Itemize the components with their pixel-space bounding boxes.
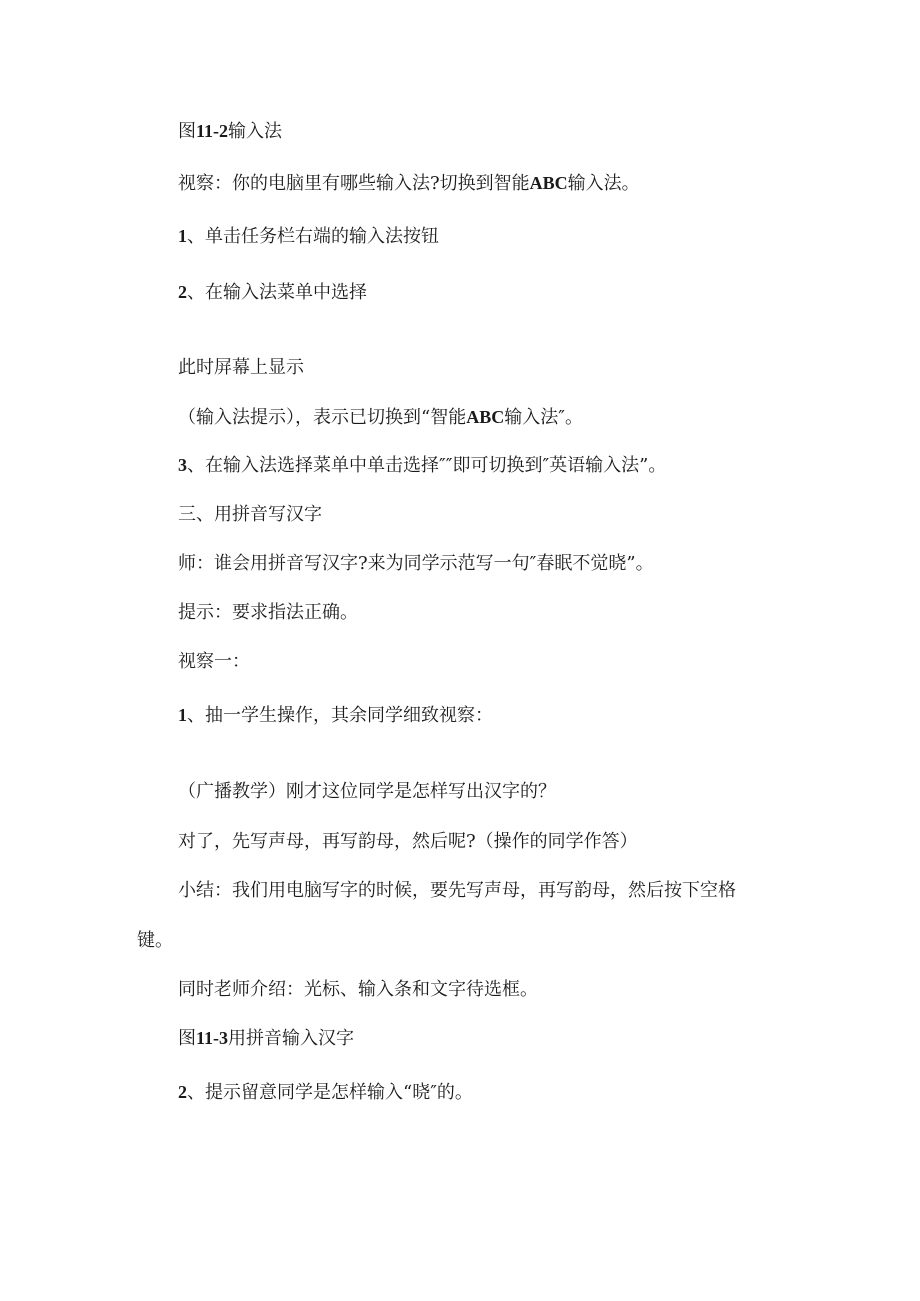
caption-number: 11-2 xyxy=(196,121,229,141)
paragraph-text: 、抽一学生操作，其余同学细致视察： xyxy=(187,705,493,726)
section-heading-pinyin xyxy=(178,502,322,527)
section-heading-text: 三、用拼音写汉字 xyxy=(178,504,322,525)
paragraph-summary-continued xyxy=(137,928,173,953)
caption-text: 用拼音输入汉字 xyxy=(228,1028,355,1049)
paragraph-text: 师：谁会用拼音写汉字?来为同学示范写一句″春眠不觉晓”。 xyxy=(178,553,654,574)
caption-prefix: 图 xyxy=(178,1028,196,1049)
paragraph-text: 此时屏幕上显示 xyxy=(178,357,304,378)
step-number: 3 xyxy=(178,455,187,475)
step-1-student-operate xyxy=(178,703,493,728)
caption-prefix: 图 xyxy=(178,121,196,142)
step-number: 1 xyxy=(178,705,187,725)
paragraph-text: 、在输入法选择菜单中单击选择″″即可切换到″英语输入法”。 xyxy=(187,455,667,476)
paragraph-hint-fingering xyxy=(178,600,358,625)
step-2-select-menu xyxy=(178,280,367,305)
paragraph-text: （输入法提示），表示已切换到“智能 xyxy=(178,407,467,428)
paragraph-broadcast-teaching xyxy=(178,779,556,804)
paragraph-observe-input-methods xyxy=(178,171,640,196)
paragraph-observe-one xyxy=(178,649,250,674)
paragraph-text: 视察：你的电脑里有哪些输入法?切换到智能 xyxy=(178,173,530,194)
paragraph-initials-finals xyxy=(178,829,638,854)
step-number: 1 xyxy=(178,226,187,246)
step-number: 2 xyxy=(178,282,187,302)
paragraph-teacher-question xyxy=(178,551,654,576)
step-3-switch-english xyxy=(178,453,666,478)
paragraph-bold: ABC xyxy=(466,407,505,427)
caption-text: 输入法 xyxy=(228,121,283,142)
paragraph-text: 小结：我们用电脑写字的时候，要先写声母，再写韵母，然后按下空格 xyxy=(178,880,736,901)
paragraph-text: 同时老师介绍：光标、输入条和文字待选框。 xyxy=(178,979,538,1000)
step-1-click-taskbar xyxy=(178,224,439,249)
paragraph-summary xyxy=(178,878,736,903)
paragraph-text: 输入法″。 xyxy=(504,407,583,428)
paragraph-text: 、单击任务栏右端的输入法按钮 xyxy=(187,226,439,247)
paragraph-text: 对了，先写声母，再写韵母，然后呢?（操作的同学作答） xyxy=(178,831,638,852)
paragraph-text: 键。 xyxy=(137,930,173,951)
paragraph-text: 、在输入法菜单中选择 xyxy=(187,282,367,303)
paragraph-text: 、提示留意同学是怎样输入“晓″的。 xyxy=(187,1082,473,1103)
figure-caption-11-2 xyxy=(178,119,282,144)
step-number: 2 xyxy=(178,1082,187,1102)
paragraph-bold: ABC xyxy=(529,173,568,193)
paragraph-text: （广播教学）刚才这位同学是怎样写出汉字的？ xyxy=(178,781,556,802)
paragraph-teacher-intro xyxy=(178,977,538,1002)
paragraph-switched-abc xyxy=(178,405,583,430)
figure-caption-11-3 xyxy=(178,1026,354,1051)
paragraph-text: 输入法。 xyxy=(567,173,640,194)
paragraph-screen-shows xyxy=(178,355,304,380)
paragraph-text: 视察一： xyxy=(178,651,250,672)
caption-number: 11-3 xyxy=(196,1028,229,1048)
step-2-observe-input xyxy=(178,1080,473,1105)
paragraph-text: 提示：要求指法正确。 xyxy=(178,602,358,623)
